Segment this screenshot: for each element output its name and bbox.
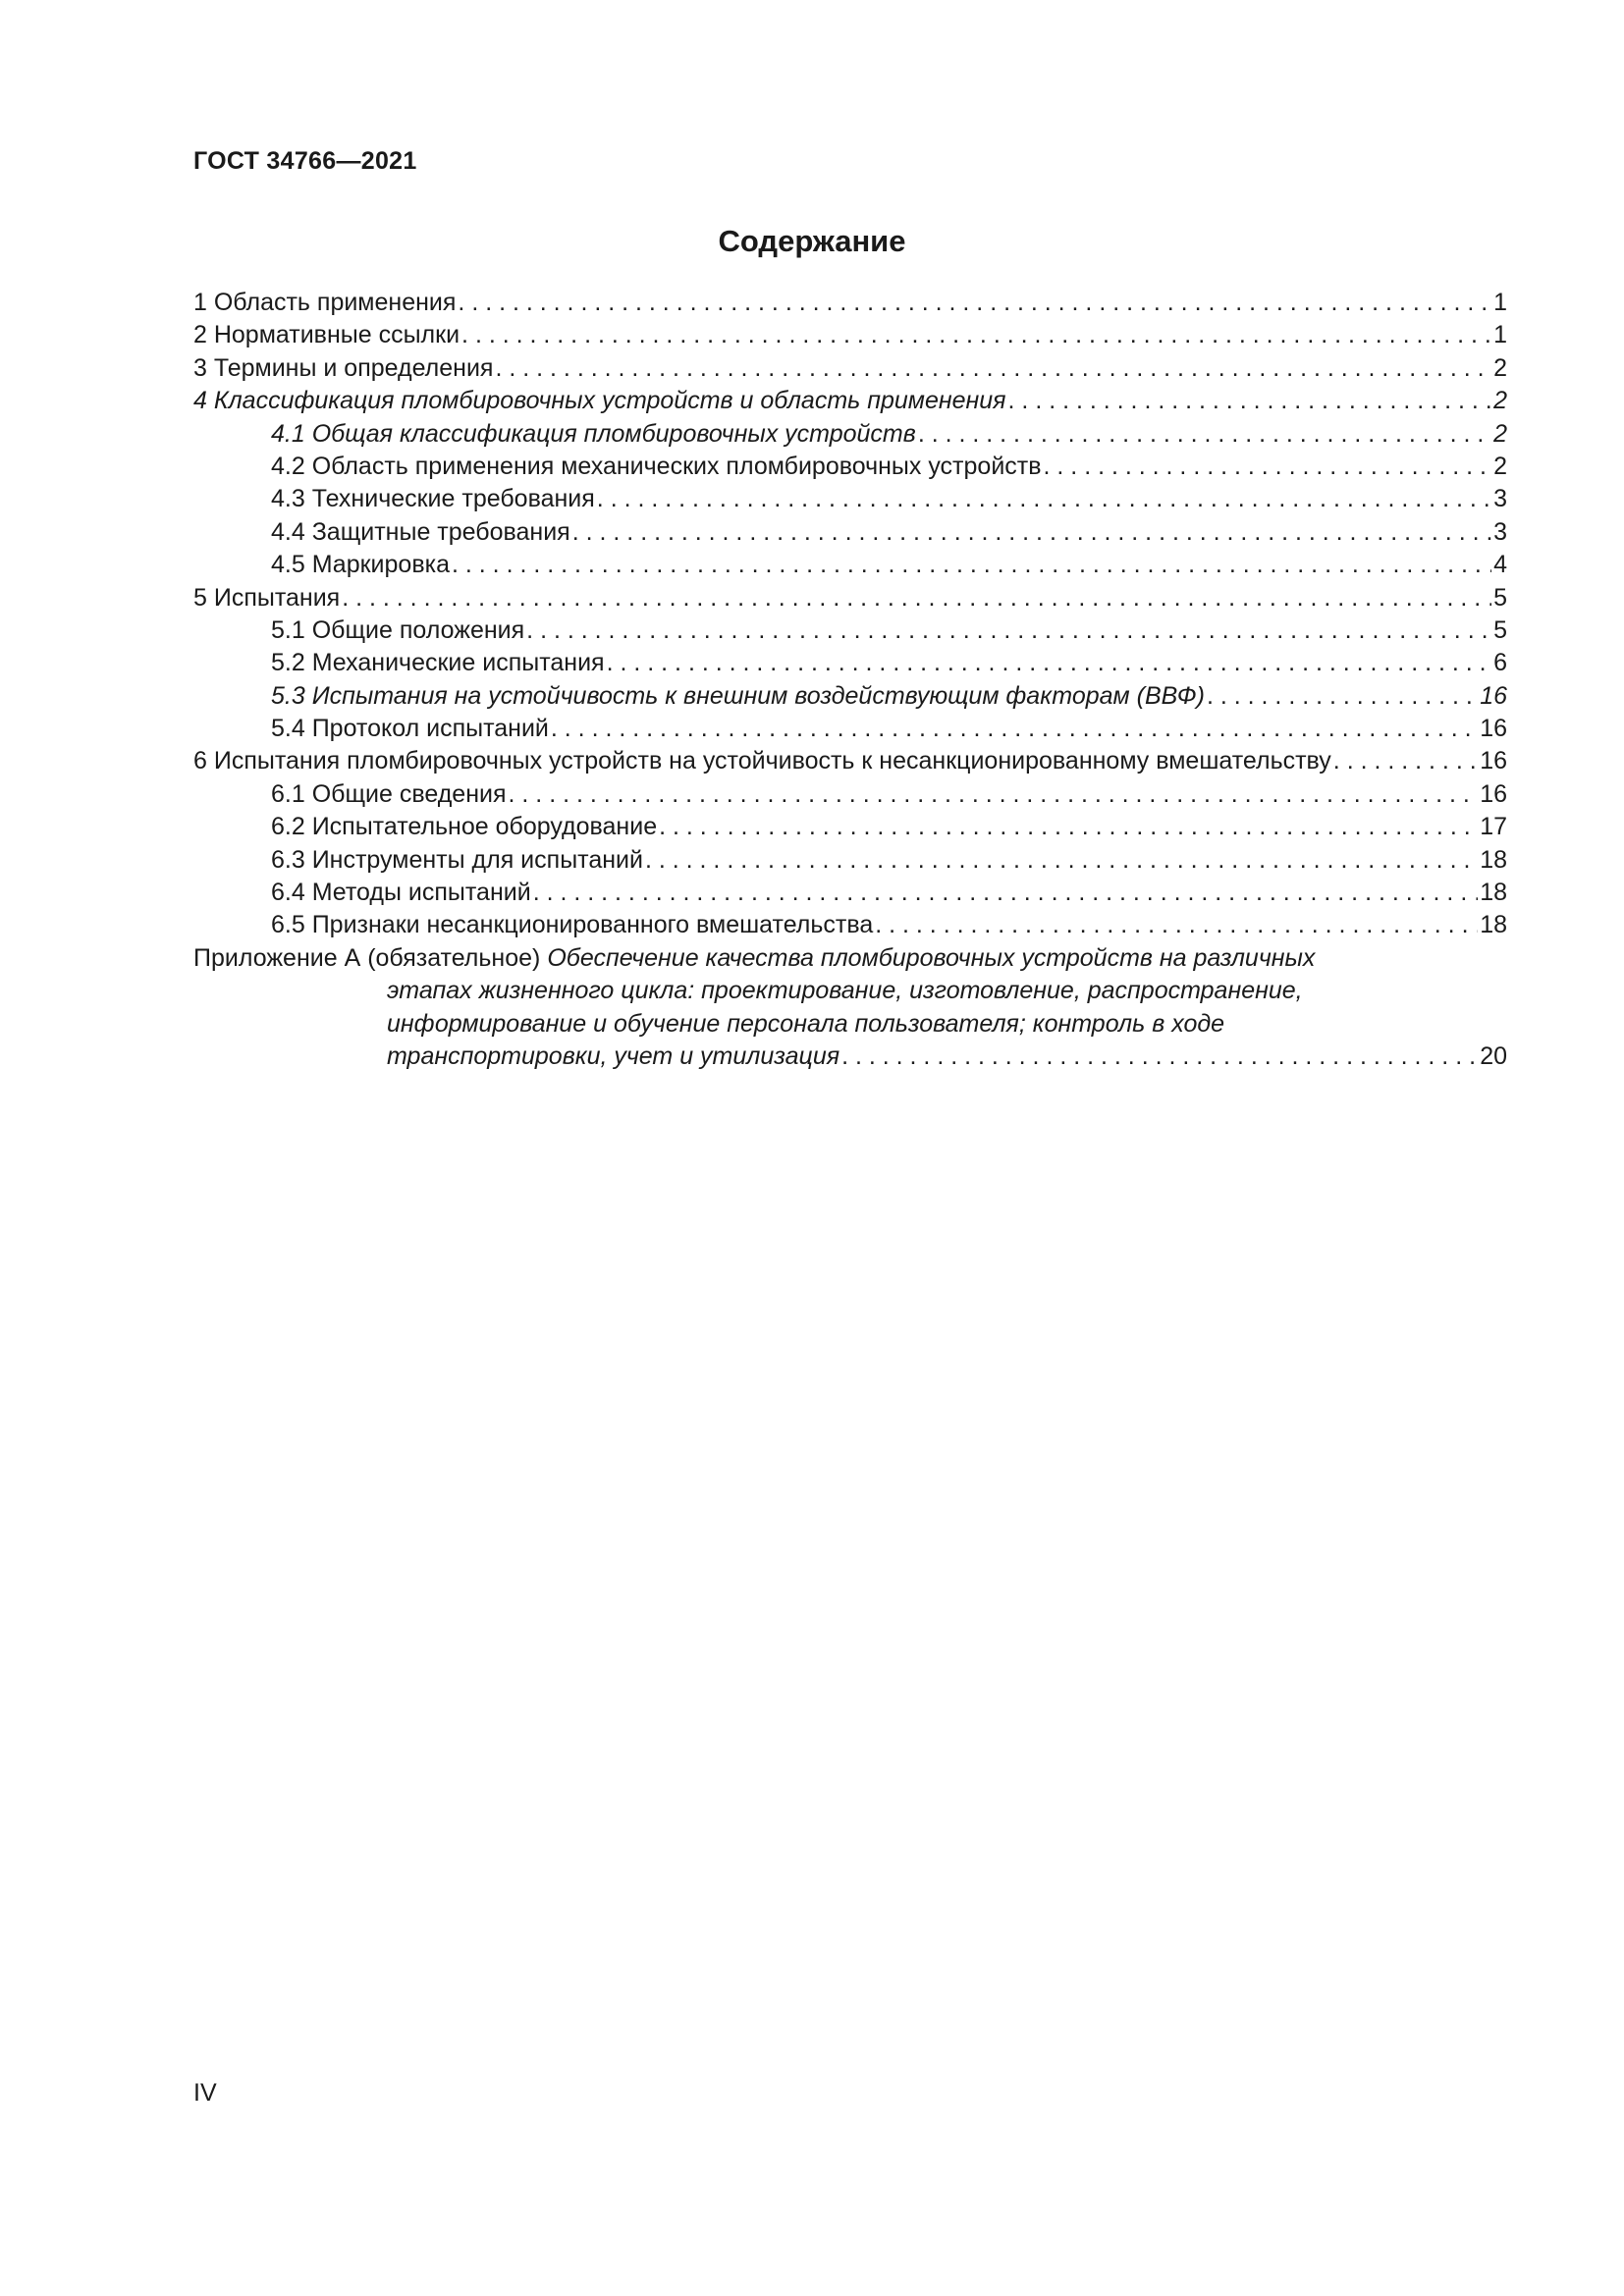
leader-dots [645, 844, 1478, 877]
leader-dots [607, 647, 1492, 679]
toc-title: Содержание [718, 224, 906, 258]
appendix-label: Приложение А (обязательное) [193, 943, 541, 972]
appendix-title-line2: этапах жизненного цикла: проектирование, изготовление, распространение, [387, 977, 1303, 1005]
leader-dots [659, 811, 1478, 843]
toc-entry-title: 5.3 Испытания на устойчивость к внешним воздействующим факторам (ВВФ) [271, 681, 1205, 710]
leader-dots [1008, 385, 1492, 417]
toc-entry-page: 16 [1480, 681, 1507, 710]
toc-entry-page: 3 [1493, 485, 1507, 513]
toc-entry-page: 4 [1493, 551, 1507, 579]
toc-entry-title: 5 Испытания [193, 583, 341, 612]
toc-entry-page: 17 [1480, 813, 1507, 841]
toc-entry-title: 6 Испытания пломбировочных устройств на устойчивость к несанкционированному вмешательству [193, 747, 1331, 775]
leader-dots [1207, 680, 1478, 713]
toc-entry [193, 713, 1507, 745]
toc-entry-page: 2 [1493, 387, 1507, 415]
leader-dots [533, 877, 1479, 909]
leader-dots [458, 287, 1491, 319]
appendix-title-line3: информирование и обучение персонала пользователя; контроль в ходе [387, 1009, 1225, 1038]
toc-entry [193, 352, 1507, 385]
leader-dots [918, 418, 1491, 451]
document-code: ГОСТ 34766—2021 [193, 147, 417, 175]
leader-dots [452, 549, 1491, 581]
toc-entry [193, 385, 1507, 417]
leader-dots [342, 582, 1491, 614]
toc-entry-title: 2 Нормативные ссылки [193, 321, 460, 349]
toc-entry [193, 680, 1507, 713]
toc-entry [193, 647, 1507, 679]
toc-entry [193, 811, 1507, 843]
toc-entry [193, 549, 1507, 581]
leader-dots [841, 1041, 1478, 1073]
toc-entry-title: 6.5 Признаки несанкционированного вмешательства [271, 911, 874, 939]
toc-entry-page: 3 [1493, 517, 1507, 546]
toc-entry-page: 16 [1480, 715, 1507, 743]
leader-dots [551, 713, 1478, 745]
page-number: IV [193, 2079, 217, 2107]
toc-entry-title: 5.4 Протокол испытаний [271, 715, 549, 743]
leader-dots [509, 778, 1479, 811]
leader-dots [597, 483, 1491, 515]
toc-entry [193, 582, 1507, 614]
toc-appendix-entry [193, 942, 1507, 1074]
toc-entry-page: 5 [1493, 615, 1507, 644]
toc-entry-title: 4.2 Область применения механических пломбировочных устройств [271, 452, 1042, 480]
appendix-page-number: 20 [1480, 1042, 1507, 1071]
appendix-first-line [193, 942, 1507, 975]
toc-entry-page: 2 [1493, 452, 1507, 480]
toc-entry-page: 1 [1493, 289, 1507, 316]
appendix-title-line1: Обеспечение качества пломбировочных устройств на различных [547, 943, 1316, 972]
toc-entry-title: 4 Классификация пломбировочных устройств и область применения [193, 387, 1006, 415]
toc-entry-title: 6.2 Испытательное оборудование [271, 813, 658, 841]
toc-entries [193, 287, 1507, 942]
appendix-last-line [193, 1041, 1507, 1073]
toc-entry-title: 5.1 Общие положения [271, 615, 525, 644]
toc-entry [193, 844, 1507, 877]
leader-dots [526, 614, 1491, 647]
toc-entry [193, 516, 1507, 549]
toc-entry-page: 18 [1480, 911, 1507, 939]
toc-entry [193, 483, 1507, 515]
appendix-title-line4: транспортировки, учет и утилизация [387, 1042, 840, 1071]
leader-dots [572, 516, 1491, 549]
toc-entry-page: 18 [1480, 845, 1507, 874]
toc-entry [193, 287, 1507, 319]
toc-entry-page: 16 [1480, 779, 1507, 808]
leader-dots [875, 909, 1478, 941]
toc-entry-title: 4.1 Общая классификация пломбировочных устройств [271, 419, 916, 448]
toc-entry-title: 1 Область применения [193, 289, 457, 316]
toc-entry [193, 778, 1507, 811]
toc-entry-title: 4.5 Маркировка [271, 551, 450, 579]
toc-entry-title: 3 Термины и определения [193, 353, 494, 382]
toc-entry-title: 6.1 Общие сведения [271, 779, 507, 808]
toc-entry-page: 6 [1493, 649, 1507, 677]
toc-entry-title: 4.4 Защитные требования [271, 517, 570, 546]
toc-entry-page: 1 [1493, 321, 1507, 349]
toc-entry-page: 2 [1493, 419, 1507, 448]
toc-entry [193, 877, 1507, 909]
toc-entry-page: 16 [1480, 747, 1507, 775]
toc-entry-title: 6.3 Инструменты для испытаний [271, 845, 643, 874]
leader-dots [461, 319, 1491, 351]
toc-entry [193, 319, 1507, 351]
toc-entry [193, 614, 1507, 647]
toc-entry-page: 2 [1493, 353, 1507, 382]
toc-entry [193, 451, 1507, 483]
toc-entry [193, 745, 1507, 777]
table-of-contents [193, 287, 1507, 1073]
toc-entry-title: 6.4 Методы испытаний [271, 879, 531, 907]
toc-entry-title: 4.3 Технические требования [271, 485, 595, 513]
leader-dots [1333, 745, 1478, 777]
leader-dots [1044, 451, 1492, 483]
toc-entry-title: 5.2 Механические испытания [271, 649, 605, 677]
toc-entry [193, 418, 1507, 451]
toc-entry-page: 18 [1480, 879, 1507, 907]
leader-dots [495, 352, 1491, 385]
toc-entry [193, 909, 1507, 941]
toc-entry-page: 5 [1493, 583, 1507, 612]
